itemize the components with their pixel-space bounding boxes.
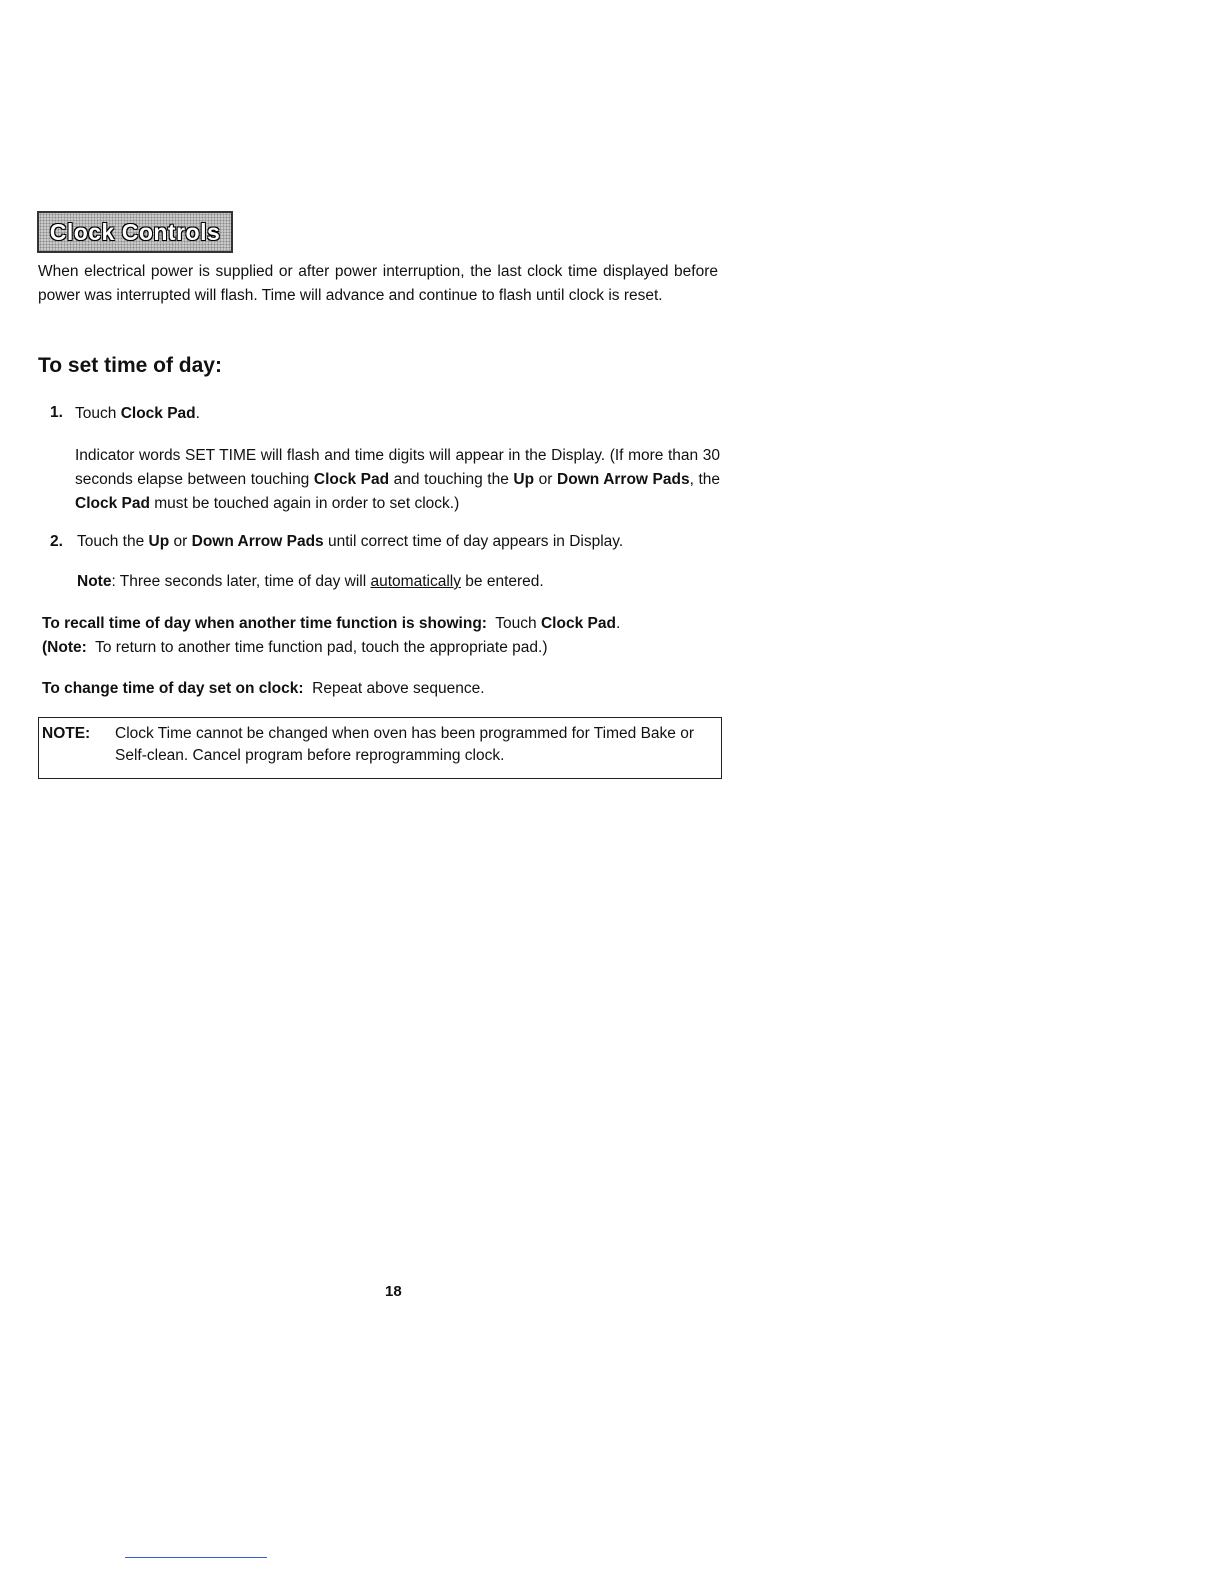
page-number: 18 bbox=[385, 1283, 402, 1300]
step-2-note bbox=[77, 570, 717, 594]
change-paragraph bbox=[42, 677, 722, 701]
step-2-b2: Down Arrow Pads bbox=[191, 533, 324, 550]
step-2-t2: or bbox=[173, 533, 188, 550]
recall-paragraph bbox=[42, 612, 722, 660]
step-1-end: . bbox=[195, 405, 200, 422]
section-title: Clock Controls bbox=[49, 218, 221, 245]
step-2-number: 2. bbox=[50, 533, 63, 550]
step-1-detail-t4: , the bbox=[689, 471, 721, 488]
step-2-note-t2: be entered. bbox=[465, 573, 544, 590]
step-1-detail-t5: must be touched again in order to set clock.) bbox=[154, 495, 460, 512]
change-text: Repeat above sequence. bbox=[312, 680, 485, 697]
step-2-t3: until correct time of day appears in Display. bbox=[328, 533, 624, 550]
note-box-text: Clock Time cannot be changed when oven has been programmed for Timed Bake or Self-clean. Cancel program before reprogramming clock. bbox=[115, 725, 694, 764]
recall-t2: . bbox=[615, 615, 621, 632]
step-1-bold: Clock Pad bbox=[120, 405, 196, 422]
recall-b1: Clock Pad bbox=[540, 615, 616, 632]
step-1-detail-t3: or bbox=[538, 471, 553, 488]
step-1-detail-b4: Clock Pad bbox=[75, 495, 150, 512]
step-1-lead: Touch bbox=[75, 405, 117, 422]
step-1-number: 1. bbox=[50, 404, 63, 421]
step-2-t1: Touch the bbox=[77, 533, 145, 550]
step-1-detail-b3: Down Arrow Pads bbox=[557, 471, 690, 488]
note-box bbox=[38, 717, 722, 779]
recall-note-text: To return to another time function pad, touch the appropriate pad.) bbox=[95, 639, 548, 656]
step-1-detail-b1: Clock Pad bbox=[313, 471, 390, 488]
recall-note-label: (Note: bbox=[42, 639, 87, 656]
change-bold: To change time of day set on clock: bbox=[42, 680, 304, 697]
recall-t1: Touch bbox=[495, 615, 537, 632]
step-2-note-underline: automatically bbox=[370, 573, 461, 590]
step-1-detail-t1: Indicator words SET TIME will flash and time digits will appear in the Display. (If more than 30 seconds elapse between touching bbox=[75, 447, 720, 488]
step-1-detail-b2: Up bbox=[513, 471, 535, 488]
bottom-divider bbox=[125, 1557, 267, 1558]
step-2-note-t1: : Three seconds later, time of day will bbox=[111, 573, 367, 590]
section-title-banner bbox=[37, 211, 233, 253]
intro-paragraph: When electrical power is supplied or after power interruption, the last clock time displayed before power was interrupted will flash. Time will advance and continue to flash until clock is reset. bbox=[38, 263, 718, 304]
step-2-b1: Up bbox=[148, 533, 170, 550]
step-2-note-label: Note bbox=[77, 573, 112, 590]
step-1-detail-t2: and touching the bbox=[393, 471, 509, 488]
set-time-heading: To set time of day: bbox=[38, 354, 222, 377]
step-1-text bbox=[75, 402, 715, 426]
step-1-detail bbox=[75, 444, 720, 516]
recall-bold: To recall time of day when another time function is showing: bbox=[42, 615, 487, 632]
step-2-text bbox=[77, 530, 722, 554]
note-box-label: NOTE: bbox=[42, 725, 91, 742]
